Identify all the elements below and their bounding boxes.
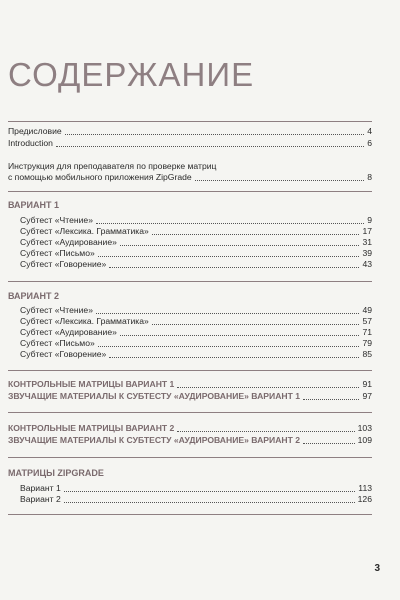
toc-entry[interactable]: Субтест «Говорение» 85 <box>20 349 372 359</box>
divider <box>8 370 372 371</box>
toc-entry-instruction-line1: Инструкция для преподавателя по проверке матриц <box>8 161 217 171</box>
toc-entry[interactable]: Субтест «Письмо» 79 <box>20 338 372 348</box>
toc-entry[interactable]: Субтест «Аудирование» 71 <box>20 327 372 337</box>
section-heading-zipgrade: МАТРИЦЫ ZIPGRADE <box>8 468 104 478</box>
toc-entry-preface[interactable]: Предисловие 4 <box>8 126 372 136</box>
toc-entry[interactable]: Субтест «Чтение» 49 <box>20 305 372 315</box>
toc-entry[interactable]: Субтест «Лексика. Грамматика» 17 <box>20 226 372 236</box>
toc-entry[interactable]: Субтест «Говорение» 43 <box>20 259 372 269</box>
section-heading-variant2: ВАРИАНТ 2 <box>8 291 60 301</box>
toc-entry[interactable]: Вариант 1 113 <box>20 483 372 493</box>
toc-entry[interactable]: Субтест «Чтение» 9 <box>20 215 372 225</box>
divider <box>8 457 372 458</box>
toc-entry-control-matrices-1[interactable]: КОНТРОЛЬНЫЕ МАТРИЦЫ ВАРИАНТ 1 91 <box>8 379 372 389</box>
toc-entry[interactable]: Субтест «Письмо» 39 <box>20 248 372 258</box>
divider <box>8 514 372 515</box>
toc-entry-instruction[interactable]: с помощью мобильного приложения ZipGrade 8 <box>8 172 372 182</box>
toc-entry-audio-2[interactable]: ЗВУЧАЩИЕ МАТЕРИАЛЫ К СУБТЕСТУ «АУДИРОВАНИЕ» ВАРИАНТ 2 109 <box>8 435 372 445</box>
divider <box>8 121 372 122</box>
toc-entry[interactable]: Субтест «Лексика. Грамматика» 57 <box>20 316 372 326</box>
section-heading-variant1: ВАРИАНТ 1 <box>8 200 60 210</box>
toc-entry[interactable]: Вариант 2 126 <box>20 494 372 504</box>
divider <box>8 412 372 413</box>
page-number: 3 <box>374 563 380 574</box>
toc-entry[interactable]: Субтест «Аудирование» 31 <box>20 237 372 247</box>
toc-entry-audio-1[interactable]: ЗВУЧАЩИЕ МАТЕРИАЛЫ К СУБТЕСТУ «АУДИРОВАНИЕ» ВАРИАНТ 1 97 <box>8 391 372 401</box>
page-title: СОДЕРЖАНИЕ <box>8 56 255 93</box>
divider <box>8 191 372 192</box>
toc-entry-introduction[interactable]: Introduction 6 <box>8 138 372 148</box>
divider <box>8 281 372 282</box>
toc-entry-control-matrices-2[interactable]: КОНТРОЛЬНЫЕ МАТРИЦЫ ВАРИАНТ 2 103 <box>8 423 372 433</box>
